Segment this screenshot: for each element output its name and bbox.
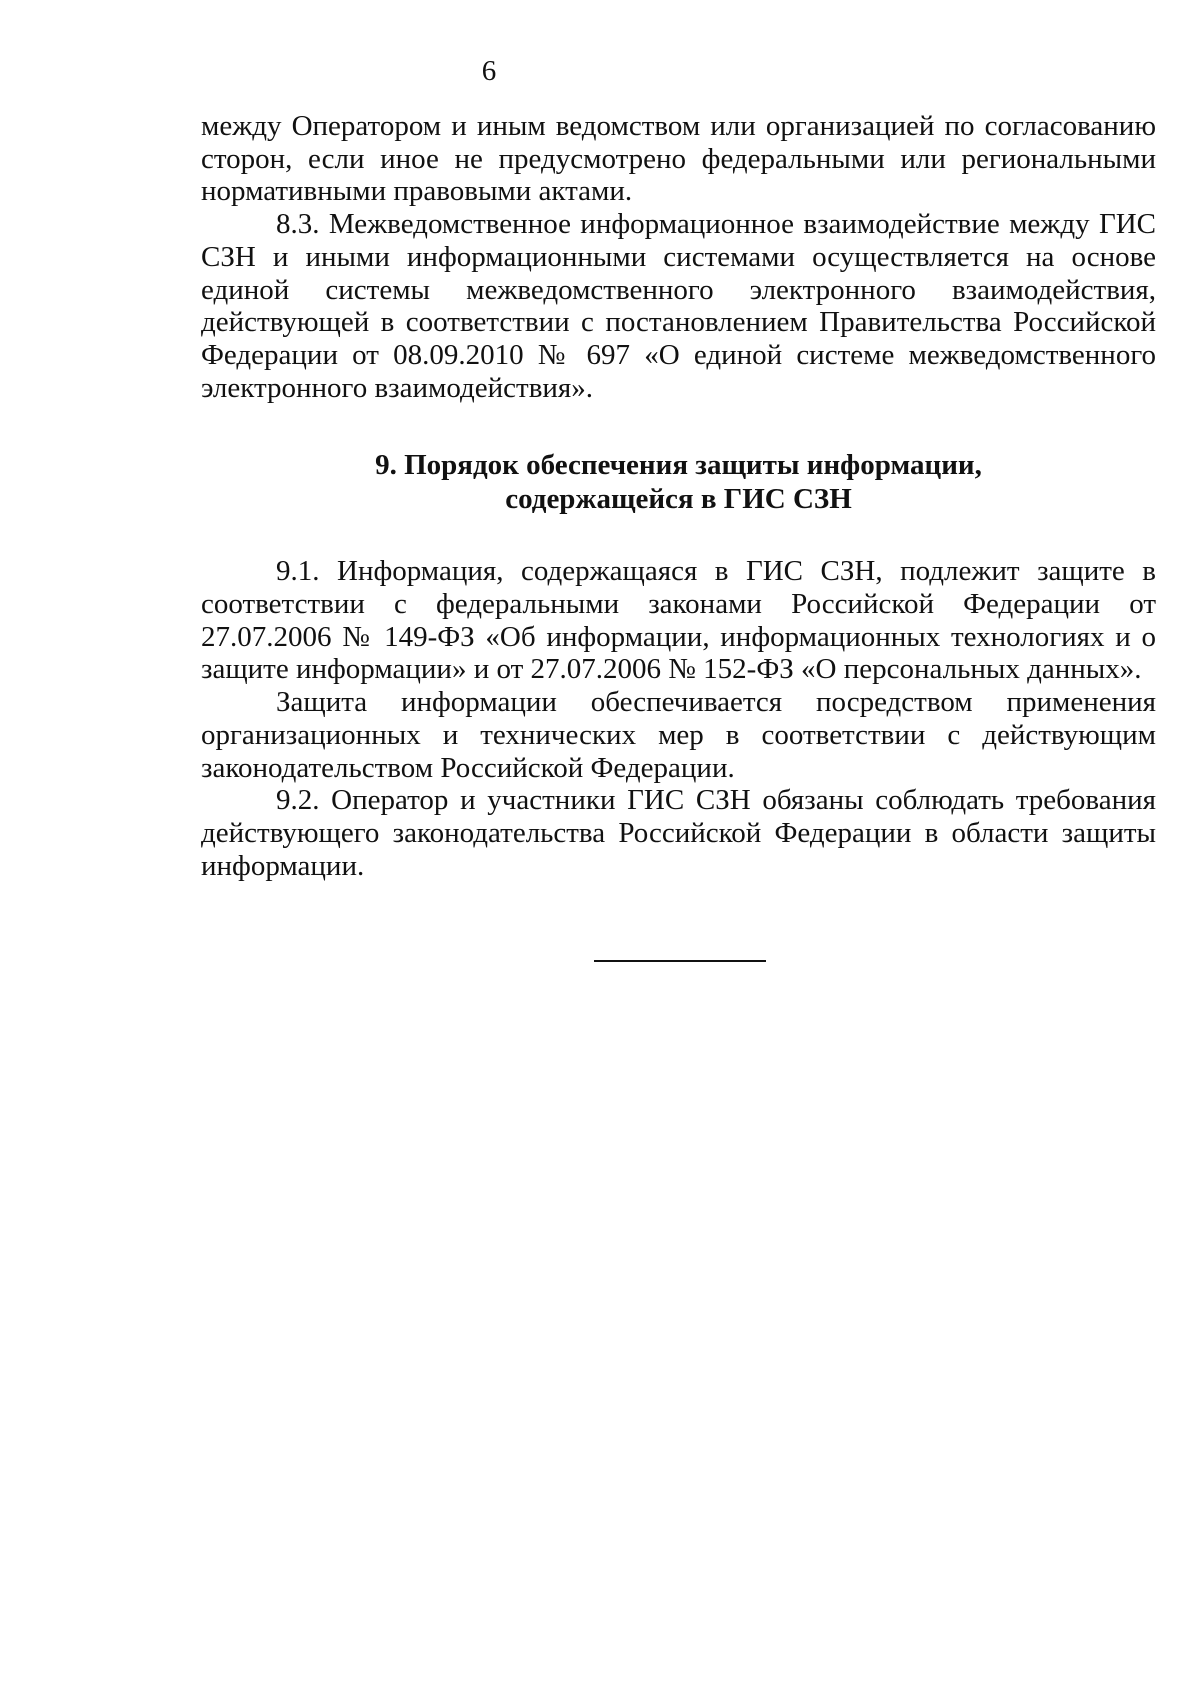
page-number: 6 (481, 55, 497, 87)
paragraph-8-3: 8.3. Межведомственное информационное взаимодействие между ГИС СЗН и иными информационными системами осуществляется на основе единой системы межведомственного электронного взаимодействия, действующей в соответствии с постановлением Правительства Российской Федерации от 08.09.2010 № 697 «О единой системе межведомственного электронного взаимодействия». (201, 208, 1156, 404)
paragraph-protection: Защита информации обеспечивается посредством применения организационных и технических мер в соответствии с действующим законодательством Российской Федерации. (201, 686, 1156, 784)
paragraph-9-1: 9.1. Информация, содержащаяся в ГИС СЗН, подлежит защите в соответствии с федеральными законами Российской Федерации от 27.07.2006 № 149-ФЗ «Об информации, информационных технологиях и о защите информации» и от 27.07.2006 № 152-ФЗ «О персональных данных». (201, 555, 1156, 686)
section-heading-line-1: 9. Порядок обеспечения защиты информации, (375, 449, 982, 482)
section-heading-line-2: содержащейся в ГИС СЗН (505, 483, 852, 516)
document-body (201, 110, 1156, 882)
section-heading (201, 448, 1156, 516)
paragraph-continuation: между Оператором и иным ведомством или организацией по согласованию сторон, если иное не предусмотрено федеральными или региональными нормативными правовыми актами. (201, 110, 1156, 208)
end-of-document-rule (594, 960, 766, 962)
paragraph-9-2: 9.2. Оператор и участники ГИС СЗН обязаны соблюдать требования действующего законодательства Российской Федерации в области защиты информации. (201, 784, 1156, 882)
